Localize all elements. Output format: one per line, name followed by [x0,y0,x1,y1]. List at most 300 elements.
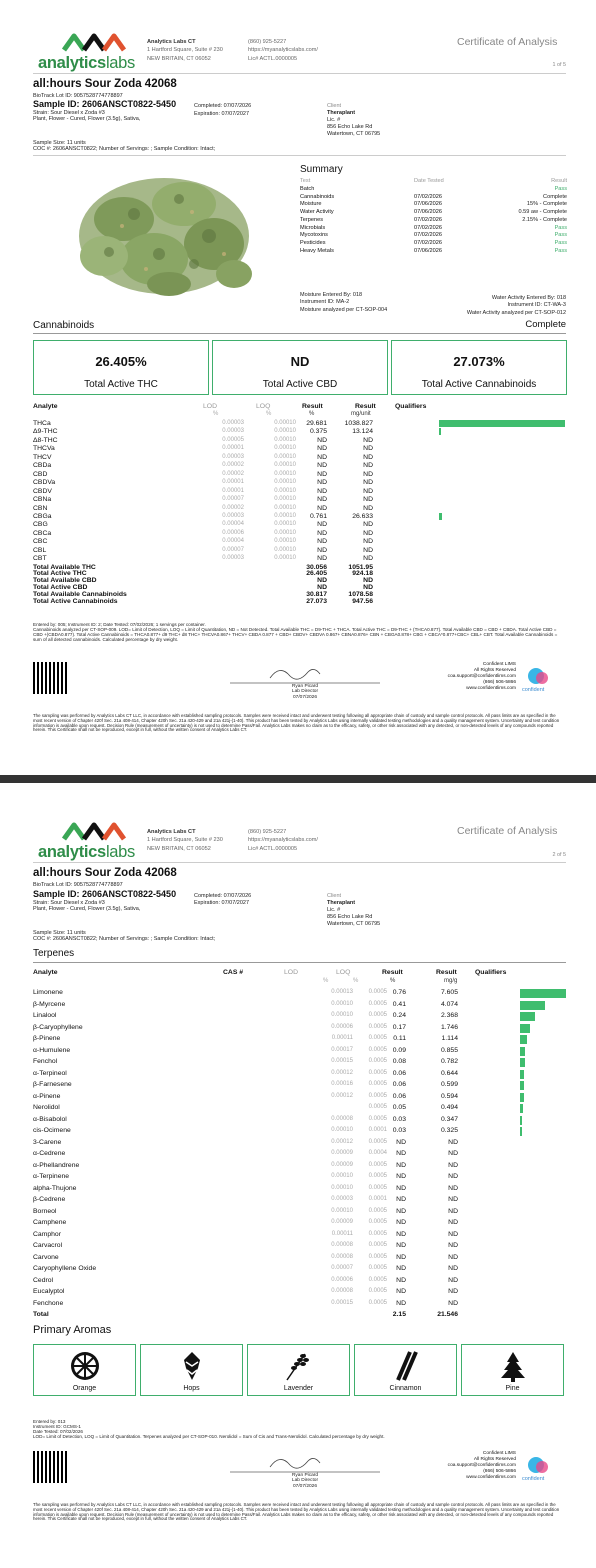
cann-note-1: Entered by: 005; Instrument ID: 2; Date Tested: 07/02/2026; 1 servings per container. [33,622,206,627]
client-license: Lic. # [327,117,341,123]
strain: Strain: Sour Diesel x Zoda #3 [33,110,105,116]
terp-h-result: Result [382,969,403,976]
terpenes-title: Terpenes [33,948,75,959]
analyte-lod: 0.00002 [222,504,244,511]
moisture-instrument: Instrument ID: MA-2 [300,299,350,306]
conf-name-p2: Confident LIMS [482,1451,516,1456]
analyte-loq: 0.00010 [274,428,296,435]
wa-entered: Water Activity Entered By: 018 [491,295,566,301]
matrix-p2: Plant, Flower - Cured, Flower (3.5g), Sativa, [33,906,141,912]
summary-test-name: Moisture [300,201,322,208]
total-name: Total Active THC [33,570,87,578]
terpene-lod: 0.00015 [331,1058,353,1064]
analyte-result: ND [317,521,327,529]
terpene-row [33,1081,566,1089]
terpene-row [33,1173,566,1181]
logo-brand-bold: analytics [38,54,106,72]
analyte-mg: ND [363,445,373,453]
analyte-loq: 0.00010 [274,538,296,545]
client-addr2-p2: Watertown, CT 06795 [327,921,381,927]
terpene-loq: 0.0005 [368,1092,387,1099]
cannabinoid-divider [33,333,566,334]
sample-size: Sample Size: 11 units [33,140,86,146]
terpene-name: Fenchone [33,1299,64,1307]
cannabinoid-row [33,505,566,513]
terpene-name: Borneol [33,1207,57,1215]
terpene-lod: 0.00010 [331,1000,353,1007]
hops-icon [176,1350,208,1382]
terpene-result: ND [396,1288,406,1295]
qr-code-p2[interactable] [33,1451,67,1483]
terpene-lod: 0.00003 [331,1196,353,1202]
summary-test-result: 2.15% - Complete [522,216,567,223]
total-mg: 1051.95 [348,563,373,571]
terpene-loq: 0.0005 [368,1276,387,1283]
terpene-lod: 0.00012 [331,1069,353,1076]
conf-rights-p2: All Rights Reserved [473,1457,516,1462]
terpene-result: ND [396,1196,406,1203]
summary-row [300,217,567,224]
terpene-loq: 0.0005 [368,1207,387,1214]
terpene-row [33,1116,566,1124]
terpene-lod: 0.00006 [331,1276,353,1283]
total-name: Total Available CBD [33,577,97,585]
client-addr1: 856 Echo Lake Rd [327,124,373,130]
terpene-row [33,1012,566,1020]
terpene-name: β-Pinene [33,1035,61,1042]
cann-u-result: % [309,411,315,417]
analyte-name: CBT [33,555,47,563]
analyte-lod: 0.00001 [222,487,244,494]
summary-test-result: 0.59 aw - Complete [518,209,567,216]
analyte-loq: 0.00010 [274,436,296,443]
terpene-bar [520,1116,522,1125]
total-cbd-value: ND [290,354,310,369]
sign-date: 07/07/2026 [292,694,317,700]
summary-row [300,194,567,201]
client-name: Theraplant [327,110,356,116]
qr-code[interactable] [33,662,67,694]
analyte-name: Δ9-THC [33,428,58,436]
pine-icon [497,1350,529,1382]
terpene-row [33,1162,566,1170]
analyte-name: CBCa [33,529,52,537]
total-result: ND [317,577,327,585]
analyte-result: ND [317,479,327,487]
terpene-mg: ND [448,1265,458,1272]
lab-web-p2[interactable]: https://myanalyticslabs.com/ [248,837,318,844]
total-result: ND [317,584,327,592]
terpene-notes [33,1419,566,1439]
terpene-loq: 0.0005 [368,1069,387,1076]
conf-web-p2[interactable]: www.confidentlims.com [466,1475,516,1480]
disclaimer-p2: The sampling was performed by Analytics Labs CT LLC, in accordance with established sampling protocols. Samples were received intact and underwent testing following all appropriate chain of custody and sample control protocols. All pass limits are as specified in the most recent version of Chapter 420f Sec. 21a 408-414, Chapter 420h Sec. 21a 420-429 and 21a 421j-(1-40). This product has been tested by Analytics Labs using internally validated testing methodologies and a quality management system. Uncertainty and test condition information is available upon request. Decision Rule (measurement of uncertainty) is not used to determine Pass/Fail. Analytics Labs makes no claim as to the efficacy, safety, or other risk associated with any detected, or non-detected levels of any compounds reported herein. This Certificate shall not be reproduced, except in full, without the written consent of Analytics Labs CT. [33,1502,560,1522]
signer-name-p2: Ryan Picard [291,1473,319,1478]
analyte-mg: ND [363,462,373,470]
cannabinoid-row [33,437,566,445]
terpene-name: Eucalyptol [33,1288,65,1295]
terpene-bar [520,1047,525,1056]
terpene-result: 0.05 [392,1104,406,1111]
lab-web[interactable]: https://myanalyticslabs.com/ [248,47,318,54]
terp-h-analyte: Analyte [33,969,58,976]
terpene-bar [520,1012,535,1021]
analyte-name: THCa [33,420,51,427]
qualifier-bar [439,428,441,435]
analyte-loq: 0.00010 [274,512,296,519]
terpene-name: α-Bisabolol [33,1115,67,1123]
summary-test-result: Pass [554,232,567,239]
analyte-lod: 0.00005 [222,436,244,443]
terpene-name: Camphor [33,1230,61,1238]
analyte-lod: 0.00003 [222,555,244,562]
terpene-row [33,1150,566,1158]
conf-name: Confident LIMS [482,662,516,667]
terpene-row [33,1104,566,1112]
lab-name-p2: Analytics Labs CT [147,829,196,835]
terpene-loq: 0.0005 [368,1046,387,1053]
analyte-lod: 0.00004 [222,521,244,528]
summary-test-result: 15% - Complete [526,201,567,208]
lab-name: Analytics Labs CT [147,39,196,45]
terpene-mg: 4.074 [440,1000,458,1008]
terpene-name: alpha-Thujone [33,1184,77,1192]
analyte-lod: 0.00003 [222,428,244,435]
logo-peaks-icon [62,32,132,52]
terpene-lod: 0.00010 [331,1173,353,1179]
terpene-loq: 0.0005 [368,1104,387,1110]
terpene-result: 0.06 [392,1069,406,1077]
terpene-name: β-Caryophyllene [33,1023,83,1031]
analyte-lod: 0.00003 [222,512,244,519]
summary-test-result: Pass [554,247,567,254]
terpene-total-result: 2.15 [392,1311,406,1318]
analyte-loq: 0.00010 [274,462,296,469]
terpene-total-mg: 21.546 [437,1311,458,1318]
aroma-orange [33,1344,136,1396]
analyte-result: ND [317,538,327,546]
terpene-lod: 0.00011 [331,1230,353,1237]
cinnamon-icon [390,1350,422,1382]
aroma-label-orange: Orange [72,1385,97,1392]
terp-h-lod: LOD [284,969,298,976]
summary-test-name: Batch [300,186,315,192]
logo-brand-light-p2: labs [105,843,136,861]
terpene-name: α-Terpinene [33,1173,70,1180]
terpene-result: ND [396,1161,406,1169]
biotrack-id: BioTrack Lot ID: 9057528774778897 [33,93,123,99]
conf-email[interactable]: coa.support@confidentlims.com [447,674,516,679]
terpene-name: 3-Carene [33,1138,62,1146]
cann-u-loq: % [266,411,272,417]
analyte-lod: 0.00007 [222,496,244,503]
total-result: 30.817 [306,590,327,598]
analyte-name: CBDVa [33,479,56,487]
terpene-loq: 0.0005 [368,1023,387,1030]
analyte-lod: 0.00002 [222,462,244,469]
analyte-name: Δ8-THC [33,436,58,444]
terp-h-loq: LOQ [336,969,351,976]
terpene-name: Limonene [33,989,63,996]
terpene-mg: ND [448,1299,458,1307]
sample-id-p2: Sample ID: 2606ANSCT0822-5450 [33,889,177,899]
terpene-loq: 0.0005 [368,1299,387,1306]
analyte-result: ND [317,436,327,444]
moisture-entered: Moisture Entered By: 018 [300,292,363,298]
terpene-loq: 0.0005 [368,1000,387,1007]
completed-date-p2: Completed: 07/07/2026 [194,893,252,899]
lavender-icon [283,1350,315,1382]
total-cannabinoids-value: 27.073% [453,354,505,369]
summary-test-result: Pass [554,239,567,246]
terpene-result: 0.17 [392,1023,406,1031]
analyte-lod: 0.00007 [222,546,244,553]
terpene-mg: 0.594 [440,1092,458,1100]
total-name: Total Available THC [33,563,96,571]
total-thc-value: 26.405% [95,354,147,369]
analyte-loq: 0.00010 [274,487,296,494]
lab-contact-block-p2 [248,828,318,853]
terpene-loq: 0.0005 [368,1081,387,1087]
total-mg: ND [363,577,373,585]
cannabinoid-row [33,538,566,546]
terpene-mg: ND [448,1196,458,1203]
terpene-name: Camphene [33,1219,67,1226]
terpene-lod: 0.00012 [331,1092,353,1099]
summary-test-date: 07/02/2026 [414,232,442,239]
confident-lims-block-p2 [430,1451,516,1481]
aroma-row [33,1344,566,1396]
client-name-p2: Theraplant [327,900,356,906]
terpene-total-row [33,1311,566,1319]
logo-peaks-icon-p2 [62,821,132,841]
terp-h-cas: CAS # [223,969,244,976]
terpene-mg: ND [448,1184,458,1192]
terpene-lod: 0.00009 [331,1161,353,1168]
qualifier-bar [439,420,565,427]
conf-phone-p2: (866) 506-5866 [483,1469,516,1474]
terpene-bar [520,1127,522,1136]
terp-h-result-mg: Result [436,969,457,976]
analyte-result: ND [317,487,327,495]
terpene-row [33,1185,566,1193]
terpene-loq: 0.0005 [368,1115,387,1122]
total-result: 27.073 [306,597,327,605]
terpene-row [33,1219,566,1227]
terpene-lod: 0.00010 [331,1207,353,1214]
terpene-lod: 0.00012 [331,1138,353,1145]
terpene-result: 0.41 [392,1000,406,1008]
analyte-mg: 13.124 [352,428,373,436]
terpene-row [33,1035,566,1043]
total-cbd-label: Total Active CBD [262,379,338,390]
terpene-loq: 0.0005 [368,1219,387,1225]
summary-col-test: Test [300,178,311,184]
primary-aromas-title: Primary Aromas [33,1324,112,1336]
total-cannabinoids-label: Total Active Cannabinoids [421,379,537,390]
analyte-name: CBD [33,470,48,478]
conf-web[interactable]: www.confidentlims.com [466,686,516,691]
terpene-mg: ND [448,1161,458,1169]
summary-col-result: Result [551,178,567,184]
logo-brand-light: labs [105,54,136,72]
terpene-mg: ND [448,1242,458,1249]
sample-id: Sample ID: 2606ANSCT0822-5450 [33,99,177,109]
analyte-result: ND [317,445,327,453]
cann-h-result-mg: Result [355,403,376,410]
summary-test-name: Pesticides [300,239,326,246]
terpene-bar [520,1058,525,1067]
terpene-mg: ND [448,1253,458,1261]
terpene-result: 0.76 [392,989,406,996]
sign-date-p2: 07/07/2026 [292,1483,317,1489]
terpene-result: ND [396,1253,406,1261]
terp-u-mg: mg/g [444,978,458,984]
analyte-mg: ND [363,538,373,546]
terpene-row [33,1265,566,1273]
terpene-name: β-Myrcene [33,1000,66,1008]
analyte-name: CBNa [33,496,52,504]
lab-addr1-p2: 1 Hartford Square, Suite # 230 [147,837,223,844]
terpene-row [33,1024,566,1032]
conf-email-p2[interactable]: coa.support@confidentlims.com [447,1463,516,1468]
terpene-result: ND [396,1242,406,1249]
logo-brand-bold-p2: analytics [38,843,106,861]
terpene-mg: ND [448,1150,458,1157]
terpene-mg: ND [448,1219,458,1226]
analyte-mg: ND [363,529,373,537]
summary-test-date: 07/02/2026 [414,193,442,200]
terpene-loq: 0.0001 [368,1127,387,1133]
signer-block-p2 [230,1473,380,1489]
terpene-mg: 0.325 [440,1127,458,1134]
analyte-mg: ND [363,496,373,504]
analyte-lod: 0.00001 [222,445,244,452]
total-name: Total Active CBD [33,584,88,592]
cann-h-loq: LOQ [256,403,271,410]
terp-note-4: LOD= Limit of Detection, LOQ = Limit of Quantitation. Terpenes analyzed per CT-SOP-010. Nerolidol = Sum of Cis and Trans-Nerolidol. Calculated percentage by dry weight. [33,1434,385,1440]
terpene-loq: 0.0005 [368,989,387,995]
summary-test-name: Mycotoxins [300,232,328,239]
terpene-total-name: Total [33,1311,49,1318]
terpene-lod: 0.00010 [331,1184,353,1191]
terpene-lod: 0.00015 [331,1299,353,1306]
terpene-name: α-Terpineol [33,1069,67,1077]
terpene-result: 0.06 [392,1081,406,1088]
summary-test-date: 07/02/2026 [414,216,442,223]
terpene-lod: 0.00017 [331,1046,353,1053]
terpene-mg: 0.599 [440,1081,458,1088]
moisture-method: Moisture analyzed per CT-SOP-004 [300,306,388,313]
terpene-mg: 7.605 [440,989,458,996]
terpene-bar [520,1035,527,1044]
terpene-mg: ND [448,1276,458,1284]
lab-addr1: 1 Hartford Square, Suite # 230 [147,47,223,54]
terpene-bar [520,989,566,998]
lab-phone: (860) 925-5227 [248,39,287,45]
terpene-result: ND [396,1173,406,1180]
aroma-label-pine: Pine [505,1385,520,1392]
cannabinoid-row [33,547,566,555]
terpene-loq: 0.0005 [368,1173,387,1179]
analytics-labs-logo [38,32,143,72]
summary-row [300,225,567,232]
terp-note-2: Instrument ID: GCMS-1 [33,1424,81,1430]
cannabinoid-row [33,462,566,470]
terpene-result: ND [396,1276,406,1284]
summary-row [300,240,567,247]
total-name: Total Active Cannabinoids [33,597,118,605]
cannabinoid-row [33,488,566,496]
analyte-result: ND [317,462,327,470]
total-thc-label: Total Active THC [84,379,158,390]
terpene-bar [520,1024,530,1033]
terpene-result: 0.09 [392,1046,406,1054]
signer-block [230,684,380,700]
cann-h-analyte: Analyte [33,403,58,410]
lab-license: Lic# ACTL.0000005 [248,55,298,62]
conf-phone: (866) 506-5866 [483,680,516,685]
terpene-mg: 0.855 [440,1046,458,1054]
analyte-mg: ND [363,487,373,495]
terpene-loq: 0.0005 [368,1253,387,1260]
terpene-loq: 0.0001 [368,1196,387,1202]
total-mg: 924.18 [352,570,373,578]
water-activity-info [467,295,566,317]
expiration-date-p2: Expiration: 07/07/2027 [194,900,250,906]
terpene-lod: 0.00011 [331,1035,353,1041]
product-photo [64,164,264,304]
total-name: Total Available Cannabinoids [33,590,127,598]
signature-p2 [230,1449,380,1474]
terpene-row [33,1277,566,1285]
terpene-result: 0.24 [392,1012,406,1019]
analyte-result: ND [317,496,327,504]
terpene-mg: 0.494 [440,1104,458,1111]
terpene-bar [520,1070,524,1079]
cannabinoid-notes [33,622,566,642]
summary-row [300,201,567,208]
terp-h-qualifiers: Qualifiers [475,969,507,976]
terpene-lod: 0.00006 [331,1023,353,1030]
analyte-lod: 0.00006 [222,529,244,536]
analytics-labs-logo-p2 [38,821,143,861]
coa-page-1 [0,0,596,775]
terpene-loq: 0.0004 [368,1150,387,1156]
analyte-mg: ND [363,479,373,487]
terpene-row [33,989,566,997]
analyte-mg: ND [363,521,373,529]
cann-u-lod: % [213,411,219,417]
terpene-result: ND [396,1265,406,1272]
terpene-lod: 0.00016 [331,1081,353,1087]
terpene-mg: ND [448,1138,458,1146]
terpene-mg: 0.644 [440,1069,458,1077]
cann-h-result: Result [302,403,323,410]
sample-size-p2: Sample Size: 11 units [33,930,86,936]
terpene-bar [520,1081,524,1090]
terpene-name: α-Humulene [33,1046,71,1054]
expiration-date: Expiration: 07/07/2027 [194,111,250,117]
analyte-name: CBN [33,504,48,512]
terpene-lod: 0.00008 [331,1242,353,1248]
analyte-result: ND [317,453,327,461]
cann-h-lod: LOD [203,403,217,410]
coc-line-p2: COC #: 2606ANSCT0822; Number of Servings: ; Sample Condition: Intact; [33,936,216,942]
terpene-loq: 0.0005 [368,1184,387,1191]
analyte-result: 0.761 [309,512,327,520]
terpene-lod: 0.00008 [331,1253,353,1260]
